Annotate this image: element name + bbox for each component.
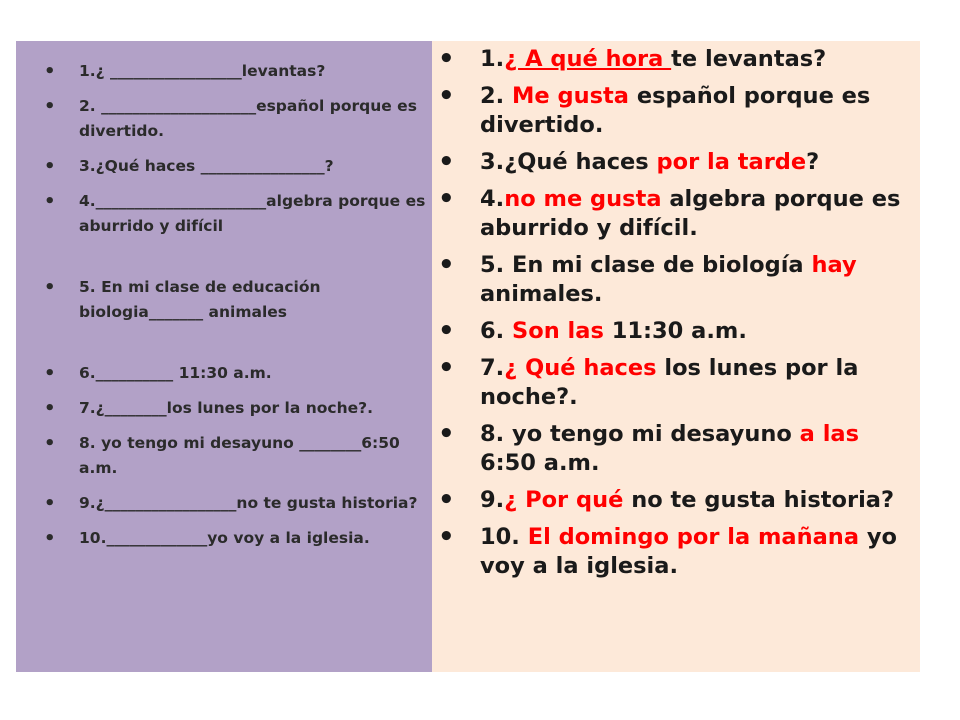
answer-item <box>438 354 914 412</box>
worksheet-item: • 8. yo tengo mi desayuno ________6:50 a.m. <box>44 431 429 481</box>
answer-item <box>438 420 914 478</box>
answer-highlight: Me gusta <box>512 83 629 109</box>
answer-item <box>438 185 914 243</box>
answer-suffix: 11:30 a.m. <box>603 318 747 344</box>
answer-highlight: por la tarde <box>656 149 807 175</box>
worksheet-item: • 3.¿Qué haces ________________? <box>44 154 429 179</box>
answer-prefix: 1. <box>480 46 505 72</box>
worksheet-item: • 9.¿_________________no te gusta historia? <box>44 491 429 516</box>
answers-panel <box>432 41 920 672</box>
answer-item <box>438 317 914 346</box>
worksheet-item: • 1.¿ _________________levantas? <box>44 59 429 84</box>
worksheet-item: • 4.______________________algebra porque es aburrido y difícil <box>44 189 429 239</box>
answer-prefix: 4. <box>480 186 505 212</box>
answer-item <box>438 523 914 581</box>
answer-highlight: ¿ A qué hora <box>504 46 672 72</box>
answer-prefix: 8. yo tengo mi desayuno <box>480 421 800 447</box>
answer-prefix: 3.¿Qué haces <box>480 149 657 175</box>
answer-suffix: ? <box>806 149 820 175</box>
answer-suffix: yo voy a la iglesia. <box>480 524 897 579</box>
answer-item <box>438 82 914 140</box>
worksheet-list <box>44 59 429 561</box>
answers-list <box>438 45 914 589</box>
answer-prefix: 7. <box>480 355 505 381</box>
answer-highlight: Son las <box>512 318 604 344</box>
answer-item <box>438 251 914 309</box>
answer-suffix: los lunes por la noche?. <box>480 355 859 410</box>
answer-suffix: algebra porque es aburrido y difícil. <box>480 186 901 241</box>
answer-item <box>438 45 914 74</box>
answer-highlight: ¿ Por qué <box>504 487 624 513</box>
answer-prefix: 6. <box>480 318 513 344</box>
worksheet-panel <box>16 41 432 672</box>
answer-prefix: 9. <box>480 487 505 513</box>
worksheet-item: • 5. En mi clase de educación biologia_______ animales <box>44 275 429 325</box>
answer-highlight: El domingo por la mañana <box>527 524 860 550</box>
answer-suffix: te levantas? <box>671 46 827 72</box>
answer-prefix: 5. En mi clase de biología <box>480 252 812 278</box>
answer-item <box>438 148 914 177</box>
answer-highlight: no me gusta <box>504 186 662 212</box>
answer-highlight: hay <box>811 252 857 278</box>
answer-suffix: 6:50 a.m. <box>480 450 600 476</box>
answer-suffix: español porque es divertido. <box>480 83 871 138</box>
answer-suffix: no te gusta historia? <box>623 487 895 513</box>
worksheet-item: • 7.¿________los lunes por la noche?. <box>44 396 429 421</box>
answer-prefix: 10. <box>480 524 528 550</box>
answer-suffix: animales. <box>480 281 603 307</box>
answer-item <box>438 486 914 515</box>
answer-highlight: ¿ Qué haces <box>504 355 657 381</box>
answer-highlight: a las <box>799 421 859 447</box>
worksheet-item: • 2. ____________________español porque es divertido. <box>44 94 429 144</box>
worksheet-item: • 6.__________ 11:30 a.m. <box>44 361 429 386</box>
worksheet-item: • 10._____________yo voy a la iglesia. <box>44 526 429 551</box>
answer-prefix: 2. <box>480 83 513 109</box>
